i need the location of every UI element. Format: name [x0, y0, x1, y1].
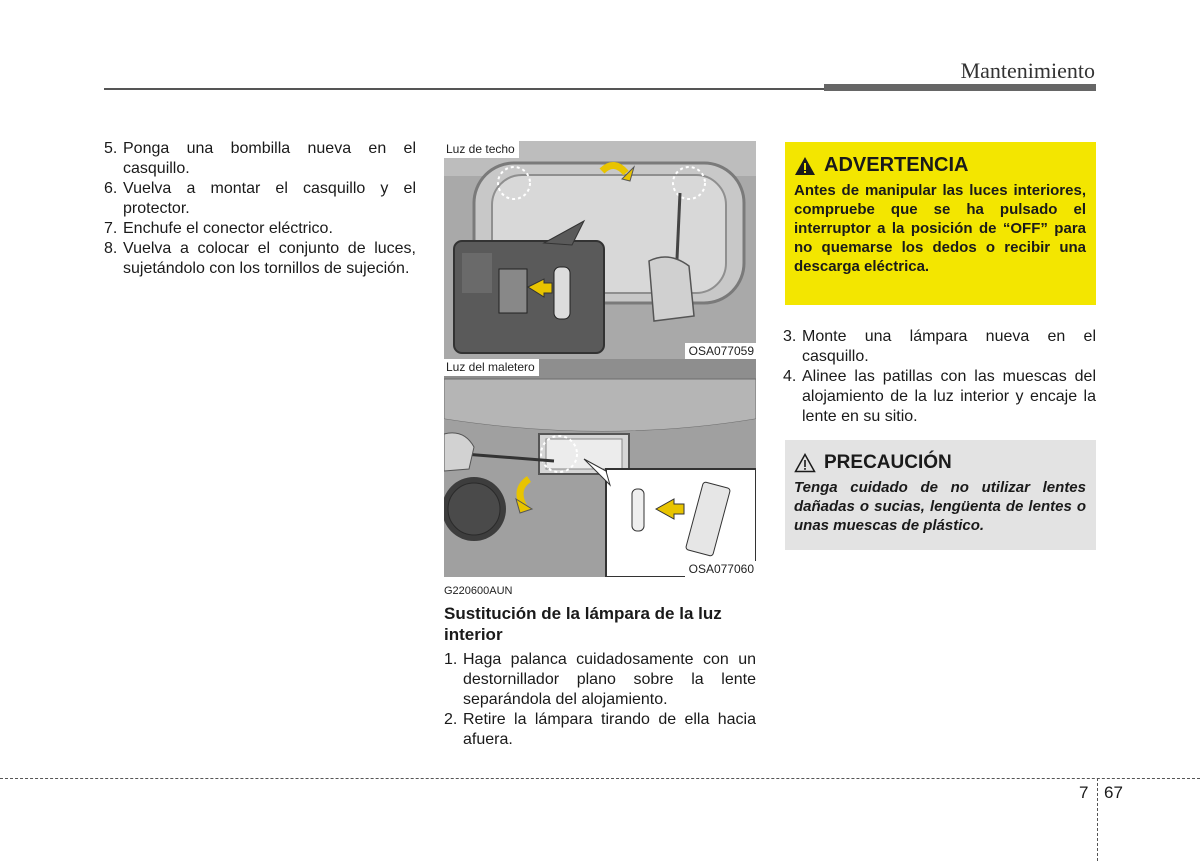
list-item: 1. Haga palanca cuidadosamente con un destornillador plano sobre la lente separándola del alojamiento. [444, 651, 756, 708]
caution-heading [794, 452, 1086, 474]
list-item: 2. Retire la lámpara tirando de ella hacia afuera. [444, 711, 756, 748]
warning-heading [794, 154, 1086, 177]
figure-trunk-light [444, 359, 756, 577]
figure-label: Luz de techo [444, 141, 519, 158]
caution-title: PRECAUCIÓN [824, 452, 952, 473]
trunk-light-illustration [444, 359, 756, 577]
page-number: 67 [1104, 783, 1123, 802]
figure-ceiling-light [444, 141, 756, 359]
figure-code: OSA077060 [685, 561, 756, 577]
warning-text: Antes de manipular las luces interiores, compruebe que se ha pulsado el interruptor a la posición de “OFF” para no quemarse los dedos o recibir una descarga eléctrica. [794, 182, 1086, 275]
ceiling-light-illustration [444, 141, 756, 359]
running-header-title: Mantenimiento [960, 58, 1095, 83]
header-bar [824, 84, 1096, 91]
list-item: 4. Alinee las patillas con las muescas del alojamiento de la luz interior y encaje la lente en su sitio. [783, 368, 1096, 425]
list-item: 6. Vuelva a montar el casquillo y el protector. [104, 180, 416, 217]
warning-icon [794, 156, 816, 176]
section-title: Sustitución de la lámpara de la luz interior [444, 604, 722, 644]
warning-box [785, 142, 1096, 305]
warning-title: ADVERTENCIA [824, 154, 969, 176]
figure-code: OSA077059 [685, 343, 756, 359]
figure-label: Luz del maletero [444, 359, 539, 376]
chapter-number: 7 [1079, 783, 1089, 802]
right-column [783, 327, 1096, 427]
list-item: 7. Enchufe el conector eléctrico. [104, 220, 333, 237]
left-column [104, 139, 416, 279]
list-item: 8. Vuelva a colocar el conjunto de luces, sujetándolo con los tornillos de sujeción. [104, 240, 416, 277]
list-item: 3. Monte una lámpara nueva en el casquillo. [783, 328, 1096, 365]
footer-divider [1097, 778, 1098, 861]
footer-rule [0, 778, 1200, 779]
header-rule [104, 88, 824, 90]
middle-column [444, 650, 756, 750]
caution-icon [794, 453, 816, 473]
list-item: 5. Ponga una bombilla nueva en el casquillo. [104, 140, 416, 177]
reference-code: G220600AUN [444, 585, 513, 597]
caution-text: Tenga cuidado de no utilizar lentes dañadas o sucias, lengüenta de lentes o unas muescas de plástico. [794, 479, 1086, 534]
caution-box [785, 440, 1096, 550]
